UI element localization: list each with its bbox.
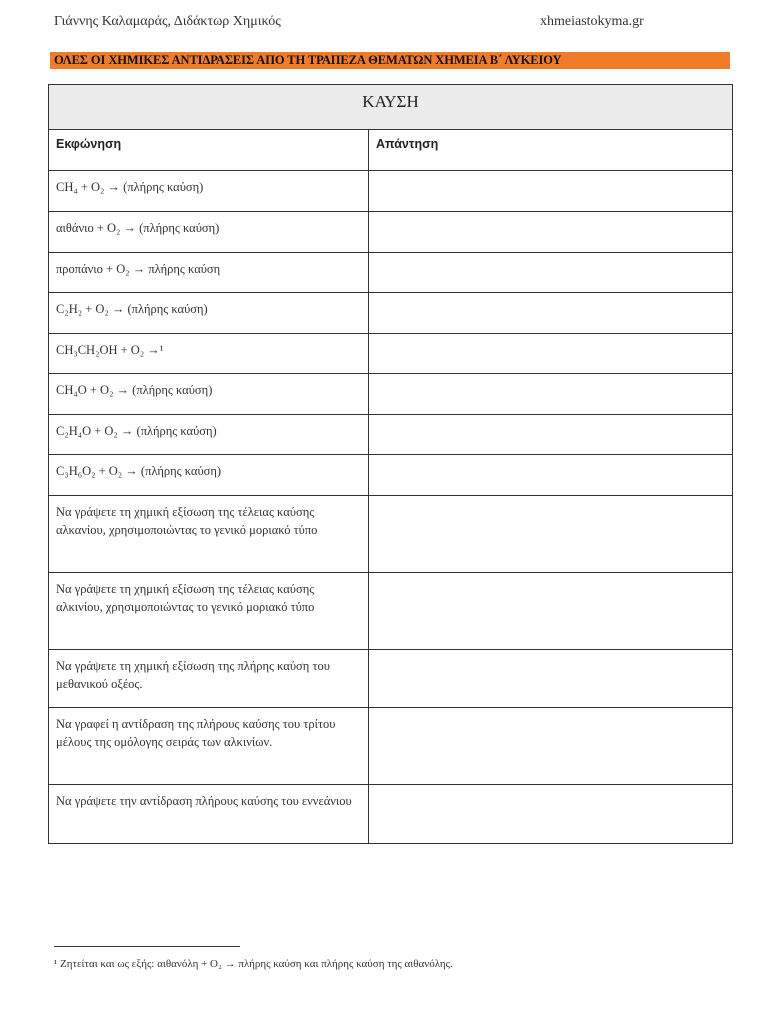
table-row	[49, 374, 733, 415]
answer-cell	[369, 293, 733, 334]
table-row	[49, 708, 733, 785]
question-cell: Να γράψετε τη χημική εξίσωση της πλήρης καύση του μεθανικού οξέος.	[49, 650, 369, 708]
answer-cell	[369, 573, 733, 650]
header-site: xhmeiastokyma.gr	[540, 14, 644, 29]
question-cell: Να γράψετε την αντίδραση πλήρους καύσης του εννεάνιου	[49, 785, 369, 844]
answer-cell	[369, 171, 733, 212]
table-row	[49, 573, 733, 650]
question-cell: C₂H₂ + O₂ → (πλήρης καύση)	[49, 293, 369, 334]
table-row	[49, 785, 733, 844]
title-banner: ΟΛΕΣ ΟΙ ΧΗΜΙΚΕΣ ΑΝΤΙΔΡΑΣΕΙΣ ΑΠΟ ΤΗ ΤΡΑΠΕΖΑ ΘΕΜΑΤΩΝ ΧΗΜΕΙΑ Β΄ ΛΥΚΕΙΟΥ	[50, 52, 730, 69]
question-cell: Να γράψετε τη χημική εξίσωση της τέλειας καύσης αλκινίου, χρησιμοποιώντας το γενικό μοριακό τύπο	[49, 573, 369, 650]
answer-cell	[369, 785, 733, 844]
table-row	[49, 455, 733, 496]
question-cell: C₂H₄O + O₂ → (πλήρης καύση)	[49, 415, 369, 455]
question-cell: CH₃CH₂OH + O₂ →¹	[49, 334, 369, 374]
footnote-separator	[54, 946, 240, 947]
table-header-row	[49, 130, 733, 171]
question-cell: αιθάνιο + O₂ → (πλήρης καύση)	[49, 212, 369, 253]
answer-cell	[369, 455, 733, 496]
column-header-question: Εκφώνηση	[49, 130, 369, 171]
table-row	[49, 171, 733, 212]
reactions-table	[48, 84, 733, 844]
table-row	[49, 253, 733, 293]
header-author: Γιάννης Καλαμαράς, Διδάκτωρ Χημικός	[54, 14, 281, 29]
answer-cell	[369, 374, 733, 415]
answer-cell	[369, 496, 733, 573]
table-row	[49, 415, 733, 455]
question-cell: Να γραφεί η αντίδραση της πλήρους καύσης του τρίτου μέλους της ομόλογης σειράς των αλκινίων.	[49, 708, 369, 785]
question-cell: CH₄O + O₂ → (πλήρης καύση)	[49, 374, 369, 415]
table-row	[49, 650, 733, 708]
table-row	[49, 496, 733, 573]
table-row	[49, 334, 733, 374]
answer-cell	[369, 212, 733, 253]
answer-cell	[369, 253, 733, 293]
table-row	[49, 212, 733, 253]
table-row	[49, 293, 733, 334]
table-title: ΚΑΥΣΗ	[49, 85, 733, 130]
answer-cell	[369, 334, 733, 374]
column-header-answer: Απάντηση	[369, 130, 733, 171]
table-title-row	[49, 85, 733, 130]
question-cell: Να γράψετε τη χημική εξίσωση της τέλειας καύσης αλκανίου, χρησιμοποιώντας το γενικό μοριακό τύπο	[49, 496, 369, 573]
footnote: ¹ Ζητείται και ως εξής: αιθανόλη + O₂ → πλήρης καύση και πλήρης καύση της αιθανόλης.	[54, 958, 453, 970]
answer-cell	[369, 650, 733, 708]
question-cell: C₃H₆O₂ + O₂ → (πλήρης καύση)	[49, 455, 369, 496]
answer-cell	[369, 708, 733, 785]
answer-cell	[369, 415, 733, 455]
question-cell: CH₄ + O₂ → (πλήρης καύση)	[49, 171, 369, 212]
question-cell: προπάνιο + O₂ → πλήρης καύση	[49, 253, 369, 293]
